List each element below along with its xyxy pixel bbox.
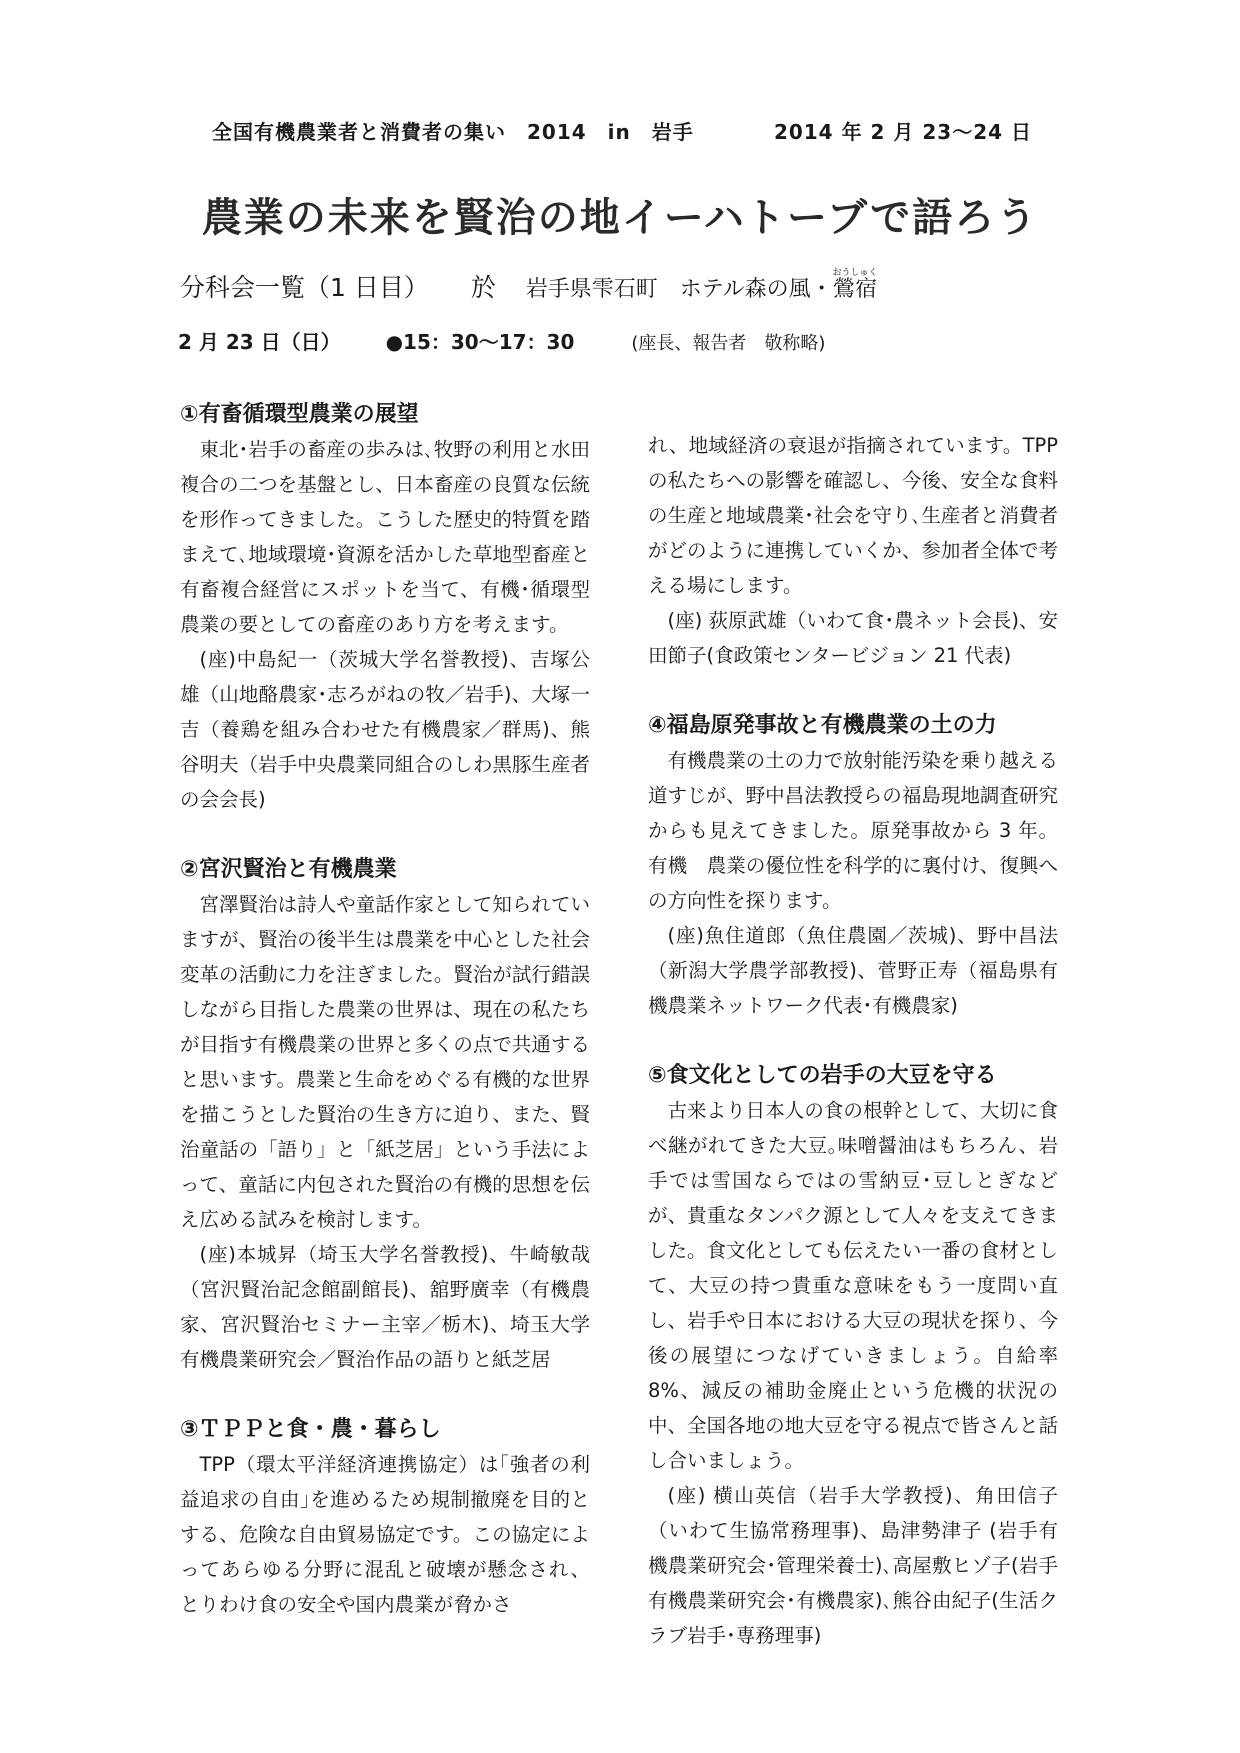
session-members: (座)中島紀一（茨城大学名誉教授)、吉塚公雄（山地酪農家･志ろがねの牧／岩手)、大塚一吉（養鶏を組み合わせた有機農家／群馬)、熊谷明夫（岩手中央農業同組合のしわ黒豚生産者の会会長)	[180, 648, 590, 811]
session-members: (座)本城昇（埼玉大学名誉教授)、牛崎敏哉（宮沢賢治記念館副館長)、舘野廣幸（有機農家、宮沢賢治セミナー主宰／栃木)、埼玉大学有機農業研究会／賢治作品の語りと紙芝居	[180, 1243, 590, 1371]
session-description: 宮澤賢治は詩人や童話作家として知られていますが、賢治の後半生は農業を中心とした社会変革の活動に力を注ぎました。賢治が試行錯誤しながら目指した農業の世界は、現在の私たちが目指す有機農業の世界と多くの点で共通すると思います。農業と生命をめぐる有機的な世界を描こうとした賢治の生き方に迫り、また、賢治童話の「語り」と「紙芝居」という手法によって、童話に内包された賢治の有機的思想を伝え広める試みを検討します。	[180, 893, 590, 1231]
venue-text: 岩手県雫石町 ホテル森の風・	[525, 277, 833, 302]
session-description: 東北･岩手の畜産の歩みは､牧野の利用と水田複合の二つを基盤とし、日本畜産の良質な伝統を形作ってきました。こうした歴史的特質を踏まえて､地域環境･資源を活かした草地型畜産と有畜複合経営にスポットを当て、有機･循環型農業の要としての畜産のあり方を考えます。	[180, 438, 590, 636]
session-description: 有機農業の土の力で放射能汚染を乗り越える道すじが、野中昌法教授らの福島現地調査研究からも見えてきました。原発事故から 3 年。有機 農業の優位性を科学的に裏付け、復興への方向性を探ります。	[648, 749, 1058, 912]
main-title: 農業の未来を賢治の地イーハトーブで語ろう	[201, 195, 1039, 241]
session-heading: ④福島原発事故と有機農業の土の力	[648, 713, 997, 738]
session-2	[180, 853, 590, 1377]
schedule-note: (座長、報告者 敬称略)	[631, 333, 826, 354]
right-column	[648, 428, 1058, 1689]
event-title: 全国有機農業者と消費者の集い 2014 in 岩手	[212, 120, 694, 144]
session-heading: ③ＴＰＰと食・農・暮らし	[180, 1417, 441, 1442]
session-list-label: 分科会一覧（1 日目）	[180, 273, 429, 302]
session-heading: ⑤食文化としての岩手の大豆を守る	[648, 1063, 997, 1088]
session-list-heading	[180, 268, 877, 304]
venue-label: 於	[470, 273, 496, 302]
session-heading: ②宮沢賢治と有機農業	[180, 857, 397, 882]
event-date: 2014 年 2 月 23～24 日	[773, 120, 1032, 144]
session-3	[180, 1413, 590, 1622]
event-header	[212, 116, 1032, 146]
session-3-continued	[648, 428, 1058, 673]
schedule-line	[178, 326, 825, 355]
session-heading: ①有畜循環型農業の展望	[180, 402, 419, 427]
schedule-date: 2 月 23 日（日）	[178, 330, 341, 354]
session-5	[648, 1059, 1058, 1653]
schedule-time: ●15：30～17：30	[385, 330, 575, 354]
venue-reading: おうしゅく	[832, 268, 878, 278]
left-column	[180, 398, 590, 1658]
session-description: 古来より日本人の食の根幹として、大切に食べ継がれてきた大豆｡味噌醤油はもちろん、岩手では雪国ならではの雪納豆･豆しとぎなどが、貴重なタンパク源として人々を支えてきました。食文化としても伝えたい一番の食材として、大豆の持つ貴重な意味をもう一度問い直し、岩手や日本における大豆の現状を探り、今後の展望につなげていきましょう。自給率 8%、減反の補助金廃止という危機的状況の中、全国各地の地大豆を守る視点で皆さんと話し合いましょう。	[648, 1099, 1058, 1472]
session-members: (座) 横山英信（岩手大学教授)、角田信子（いわて生協常務理事)、島津勢津子 (岩手有機農業研究会･管理栄養士)､高屋敷ヒゾ子(岩手有機農業研究会･有機農家)､熊谷由紀子(生活クラブ岩手･専務理事)	[648, 1484, 1058, 1647]
session-1	[180, 398, 590, 817]
venue-kanji-text: 鶯宿	[832, 277, 878, 302]
session-4	[648, 709, 1058, 1023]
session-description: TPP（環太平洋経済連携協定）は｢強者の利益追求の自由｣を進めるため規制撤廃を目的とする、危険な自由貿易協定です。この協定によってあらゆる分野に混乱と破壊が懸念され、とりわけ食の安全や国内農業が脅かさ	[180, 1453, 590, 1616]
session-description-continued: れ、地域経済の衰退が指摘されています。TPP の私たちへの影響を確認し、今後、安全な食料の生産と地域農業･社会を守り､生産者と消費者がどのように連携していくか、参加者全体で考える場にします。	[648, 434, 1058, 597]
venue-kanji	[832, 268, 878, 302]
session-members: (座)魚住道郎（魚住農園／茨城)、野中昌法（新潟大学農学部教授)、菅野正寿（福島県有機農業ネットワーク代表･有機農家)	[648, 924, 1058, 1017]
session-members: (座) 荻原武雄（いわて食･農ネット会長)、安田節子(食政策センタービジョン 21 代表)	[648, 609, 1058, 667]
venue	[525, 268, 878, 302]
